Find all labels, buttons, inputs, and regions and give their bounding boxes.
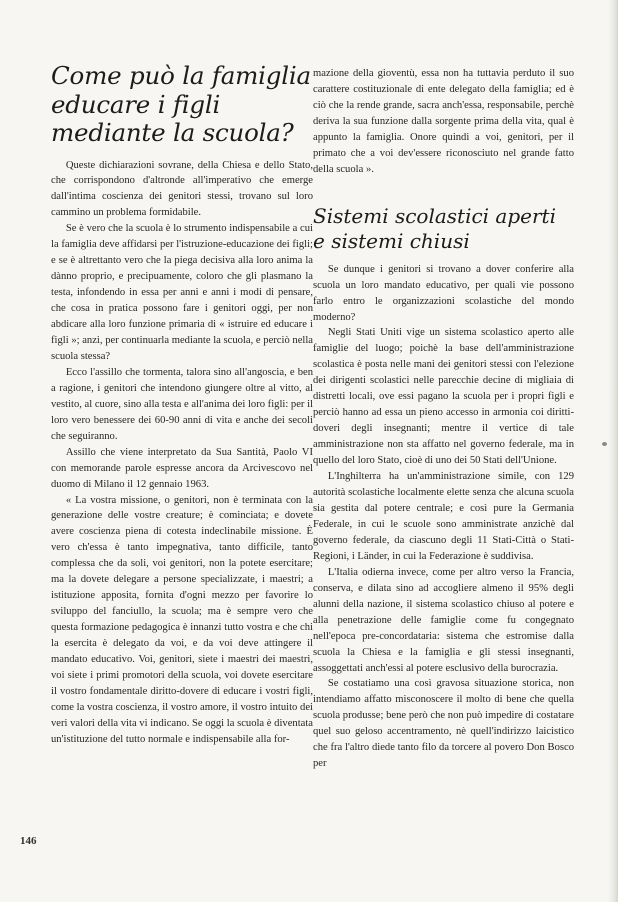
paragraph: Negli Stati Uniti vige un sistema scolastico aperto alle famiglie del luogo; poichè la base dell'amministrazione scolastica è posta nelle mani dei genitori stessi con l'elezione dei dirigenti scolastici nelle parecchie decine di migliaia di distretti locali, ove essi pagano la scuola per i propri figli e perciò hanno ad essa un pieno accesso in armonia coi diritti-doveri degli insegnanti; mentre il vertice di tale amministrazione non sta affatto nel governo federale, ma in quello del loro Stato, cioè di uno dei 50 Stati dell'Unione. bbox=[313, 327, 574, 467]
paragraph: Se dunque i genitori si trovano a dover conferire alla scuola un loro mandato educativo, per quali vie possono farlo entro le organizzazioni scolastiche del mondo moderno? bbox=[313, 263, 574, 323]
page-edge-shadow bbox=[608, 0, 618, 902]
paragraph: L'Italia odierna invece, come per altro verso la Francia, conserva, e dilata sino ad accogliere almeno il 95% degli alunni della nazione, il sistema scolastico chiuso al potere e alla penetrazione delle famiglie come fu congegnato nell'epoca pre-concordataria: sistema che estromise dalla scuola la Chiesa e la famiglia e gli stessi insegnanti, assoggettati anch'essi al potere esclusivo della burocrazia. bbox=[313, 566, 574, 674]
paragraph: Ecco l'assillo che tormenta, talora sino all'angoscia, e ben a ragione, i genitori che intendono giungere oltre al vitto, al vestito, al cuore, sino alla testa e all'anima dei loro figli: per il loro vero benessere dei 60-90 anni di vita e anche dei secoli che seguiranno. bbox=[51, 366, 313, 442]
continued-paragraph: mazione della gioventù, essa non ha tuttavia perduto il suo carattere costituzionale di ente delegato della famiglia; ed è ciò che la rende grande, sacra anch'essa, responsabile, perchè deriva la sua funzione dalla sorgente prima della vita, qual è appunto la famiglia. Onore quindi a voi, genitori, per il primato che a voi dev'essere riconosciuto nel grande fatto della scuola ». bbox=[313, 68, 574, 175]
paragraph: L'Inghilterra ha un'amministrazione simile, con 129 autorità scolastiche localmente elette senza che alcuna scuola sia gestita dal potere centrale; e così pure la Germania Federale, in cui le scuole sono amministrate anzichè dal governo federale, da ciascuno degli 11 Stati-Città o Stati-Regioni, i Länder, in cui la Federazione è suddivisa. bbox=[313, 471, 574, 562]
ink-spot bbox=[602, 442, 607, 446]
left-column bbox=[51, 62, 313, 748]
paragraph: Queste dichiarazioni sovrane, della Chiesa e dello Stato, che corrispondono d'altronde all'imperativo che emerge dall'intima coscienza dei genitori stessi, trovano sul loro cammino un problema formidabile. bbox=[51, 159, 313, 219]
paragraph: Assillo che viene interpretato da Sua Santità, Paolo VI con memorande parole espresse ancora da Arcivescovo nel duomo di Milano il 12 gennaio 1963. bbox=[51, 446, 313, 490]
article-title: Come può la famiglia educare i figli mediante la scuola? bbox=[51, 61, 311, 147]
paragraph: Se è vero che la scuola è lo strumento indispensabile a cui la famiglia deve affidarsi per l'istruzione-educazione dei figli; e se è altrettanto vero che la piega decisiva alla loro anima la dànno proprio, e precipuamente, coloro che gli plasmano la testa, infondendo in essa per anni e anni i modi di pensare, che cosa in pratica possono fare i genitori oggi, per non abdicare alla loro funzione primaria di « istruire ed educare i figli »; anzi, per continuarla mediante la scuola, e perciò nella scuola stessa? bbox=[51, 223, 313, 362]
right-column bbox=[313, 66, 574, 772]
page-number: 146 bbox=[20, 835, 37, 847]
quote-paragraph: « La vostra missione, o genitori, non è terminata con la generazione delle vostre creature; è cominciata; e dovete avere coscienza piena di cotesta indeclinabile missione. È vero ch'essa è tanto impegnativa, tanto difficile, tanto complessa che da soli, voi genitori, non la potete esercitare; ma la dovete delegare a persone specializzate, i maestri; a istituzione apposita, fornita d'ogni mezzo per favorire lo sviluppo del fanciullo, la scuola; ma è sempre vero che questa formazione pedagogica è innanzi tutto vostra e che chi la esercita è delegato da voi, e da voi deve attingere il mandato educativo. Voi, genitori, siete i maestri dei maestri, voi siete i primi promotori della scuola, voi dovete esercitare il vostro fondamentale diritto-dovere di educare i vostri figli, come la vostra coscienza, il vostro amore, il vostro intuito dei veri valori della vita vi indicano. Se oggi la scuola è diventata un'istituzione del tutto normale e indispensabile alla for- bbox=[51, 494, 313, 745]
section-title: Sistemi scolastici aperti e sistemi chiusi bbox=[313, 203, 556, 253]
paragraph: Se costatiamo una così gravosa situazione storica, non intendiamo affatto misconoscere il molto di bene che quella scuola produsse; bene però che non può impedire di costatare quel suo geloso accentramento, nè quell'indirizzo laicistico che fra l'altro diede tanto filo da torcere al povero Don Bosco per bbox=[313, 678, 574, 770]
